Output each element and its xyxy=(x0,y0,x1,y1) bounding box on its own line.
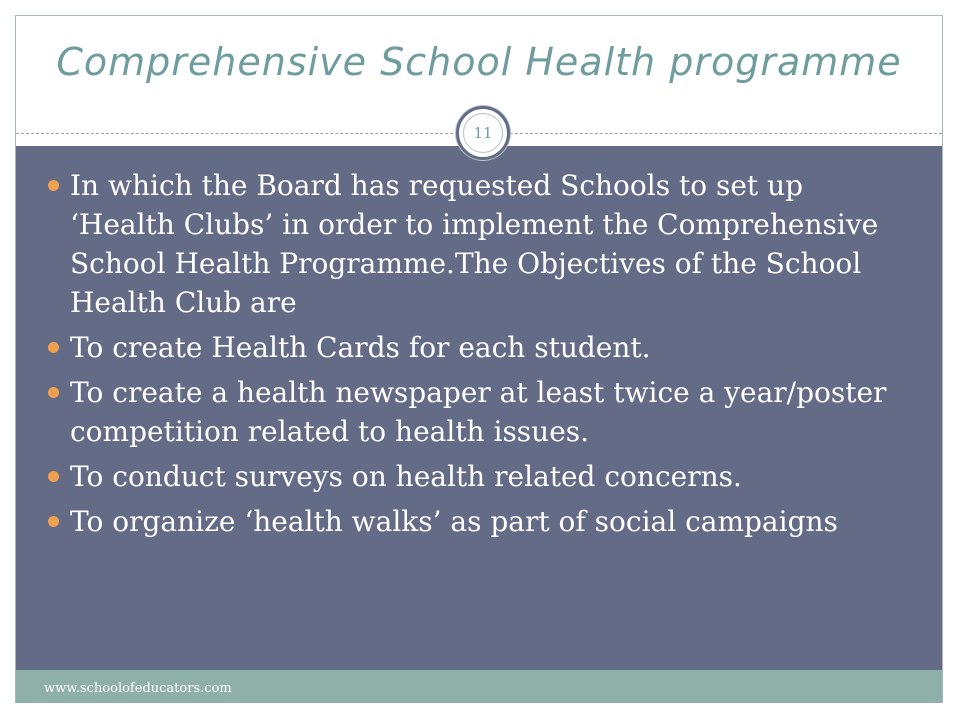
bullet-text: To organize ‘health walks’ as part of social campaigns xyxy=(70,505,838,538)
bullet-icon xyxy=(48,180,59,191)
footer-url: www.schoolofeducators.com xyxy=(44,681,232,696)
page-number-badge xyxy=(456,106,510,160)
bullet-text: In which the Board has requested Schools to set up ‘Health Clubs’ in order to implement the Comprehensive School Health Programme.The Objectives of the School Health Club are xyxy=(70,169,879,319)
bullet-icon xyxy=(48,471,59,482)
list-item xyxy=(48,502,908,541)
bullet-icon xyxy=(48,516,59,527)
list-item xyxy=(48,457,908,496)
bullet-text: To create a health newspaper at least twice a year/poster competition related to health issues. xyxy=(70,376,887,448)
bullet-icon xyxy=(48,387,59,398)
slide-title: Comprehensive School Health programme xyxy=(56,40,902,84)
list-item xyxy=(48,328,908,367)
bullet-text: To create Health Cards for each student. xyxy=(70,331,651,364)
bullet-icon xyxy=(48,342,59,353)
bullet-text: To conduct surveys on health related concerns. xyxy=(70,460,742,493)
list-item xyxy=(48,166,908,322)
page-number: 11 xyxy=(463,113,503,153)
bullet-list xyxy=(48,166,908,547)
list-item xyxy=(48,373,908,451)
